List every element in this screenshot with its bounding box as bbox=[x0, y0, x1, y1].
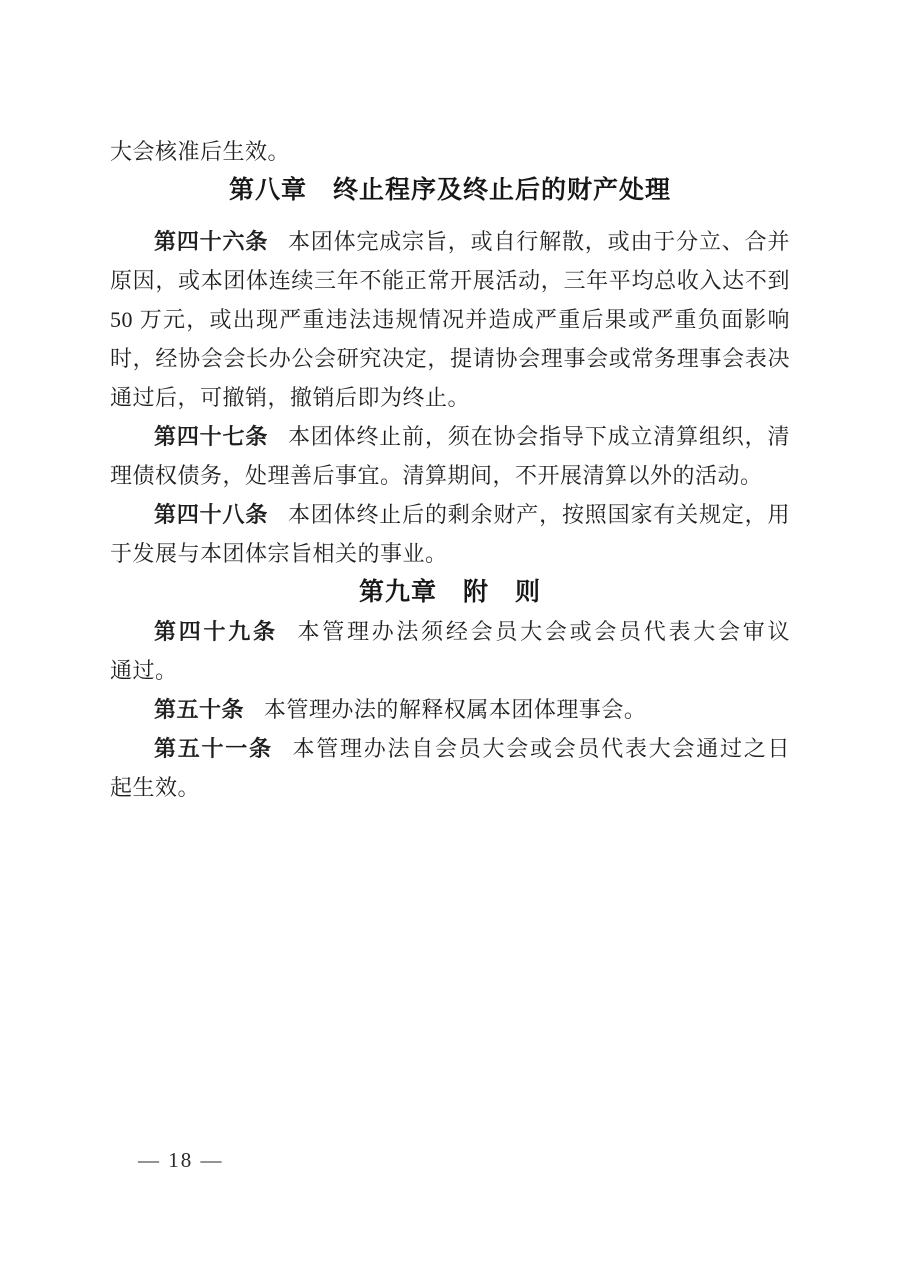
article-50-text: 本管理办法的解释权属本团体理事会。 bbox=[263, 697, 647, 722]
article-46-line-5: 通过后，可撤销，撤销后即为终止。 bbox=[110, 385, 471, 410]
article-47-text: 本团体终止前，须在协会指导下成立清算组织，清 bbox=[287, 424, 790, 449]
article-46-line-4: 时，经协会会长办公会研究决定，提请协会理事会或常务理事会表决 bbox=[110, 346, 790, 371]
article-50 bbox=[110, 690, 790, 729]
article-51 bbox=[110, 729, 790, 807]
article-46-line-1 bbox=[110, 222, 790, 261]
article-49-line-2: 通过。 bbox=[110, 658, 178, 683]
article-47 bbox=[110, 417, 790, 495]
article-47-line-2: 理债权债务，处理善后事宜。清算期间，不开展清算以外的活动。 bbox=[110, 463, 763, 488]
article-51-line-2: 起生效。 bbox=[110, 775, 201, 800]
chapter-9-heading: 第九章 附 则 bbox=[358, 578, 541, 606]
article-47-label: 第四十七条 bbox=[154, 424, 269, 449]
article-51-text: 本管理办法自会员大会或会员代表大会通过之日 bbox=[292, 736, 790, 761]
article-50-label: 第五十条 bbox=[154, 697, 245, 722]
article-46-line-2: 原因，或本团体连续三年不能正常开展活动，三年平均总收入达不到 bbox=[110, 268, 790, 293]
article-51-line-1 bbox=[110, 729, 790, 768]
article-49-text: 本管理办法须经会员大会或会员代表大会审议 bbox=[297, 619, 790, 644]
article-48-line-2: 于发展与本团体宗旨相关的事业。 bbox=[110, 541, 448, 566]
article-48-text: 本团体终止后的剩余财产，按照国家有关规定，用 bbox=[287, 502, 790, 527]
article-48 bbox=[110, 495, 790, 573]
article-49 bbox=[110, 612, 790, 690]
article-46-text: 本团体完成宗旨，或自行解散，或由于分立、合并 bbox=[287, 229, 790, 254]
document-body bbox=[110, 132, 790, 807]
article-50-line-1 bbox=[110, 690, 790, 729]
article-46-line-3: 50 万元，或出现严重违法违规情况并造成严重后果或严重负面影响 bbox=[110, 307, 790, 332]
article-48-label: 第四十八条 bbox=[154, 502, 269, 527]
paragraph-continuation-line: 大会核准后生效。 bbox=[110, 139, 291, 164]
article-48-line-1 bbox=[110, 495, 790, 534]
article-46-label: 第四十六条 bbox=[154, 229, 269, 254]
page-number: — 18 — bbox=[138, 1148, 224, 1172]
article-46 bbox=[110, 222, 790, 417]
article-49-label: 第四十九条 bbox=[154, 619, 278, 644]
article-51-label: 第五十一条 bbox=[154, 736, 273, 761]
article-49-line-1 bbox=[110, 612, 790, 651]
chapter-8-heading: 第八章 终止程序及终止后的财产处理 bbox=[228, 176, 671, 204]
article-47-line-1 bbox=[110, 417, 790, 456]
